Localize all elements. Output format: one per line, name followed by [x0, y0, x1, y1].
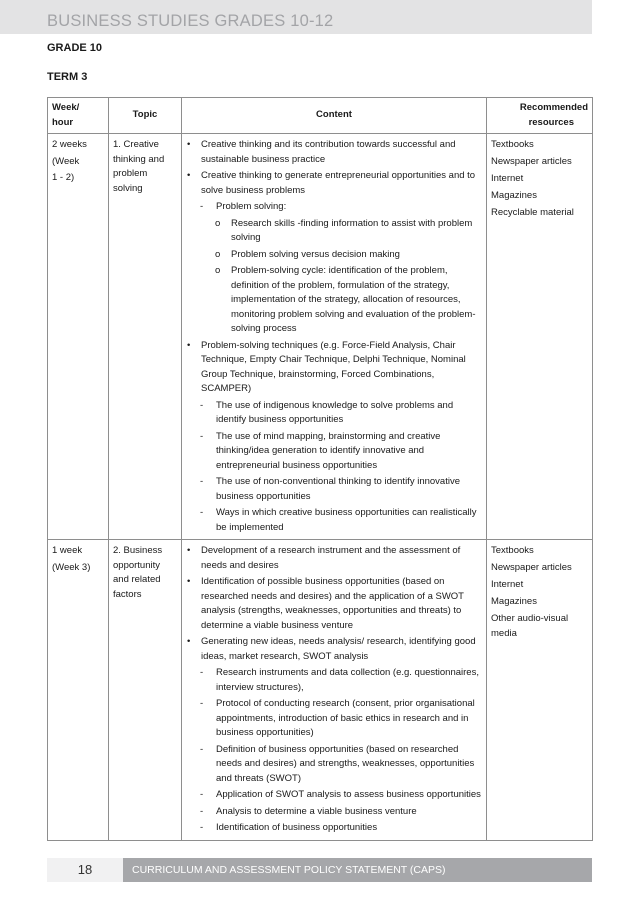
- sub-list: [186, 666, 481, 836]
- sub-sub-list-item: o Problem-solving cycle: identification of the problem, definition of the problem, formulation of the strategy, implementation of the strategy, allocation of resources, monitoring problem solving and evaluation of the problem-solving process: [186, 264, 481, 337]
- resource-item: Newspaper articles: [491, 156, 572, 167]
- sub-list-item: - The use of indigenous knowledge to solve problems and identify business opportunities: [186, 399, 481, 428]
- sub-list-item: - Analysis to determine a viable business venture: [186, 805, 481, 820]
- content-list: [186, 544, 481, 836]
- sub-list-item-text: Problem solving:: [216, 201, 287, 212]
- list-item: [186, 635, 481, 836]
- resource-item: Recyclable material: [491, 207, 574, 218]
- column-header-topic: Topic: [109, 98, 182, 134]
- term-heading: TERM 3: [47, 71, 88, 83]
- list-item: [186, 169, 481, 337]
- sub-list: [186, 399, 481, 536]
- content-cell: [182, 540, 487, 841]
- resource-item: Internet: [491, 173, 524, 184]
- week-text: (Week 3): [52, 561, 91, 573]
- week-header-line2: hour: [52, 116, 74, 128]
- sub-sub-list-item: o Problem solving versus decision making: [186, 248, 481, 263]
- resource-item: Magazines: [491, 190, 537, 201]
- list-item-text: Creative thinking to generate entrepreneurial opportunities and to solve business problems: [201, 170, 476, 196]
- page-number: 18: [47, 858, 123, 882]
- sub-list-item: - The use of non-conventional thinking to identify innovative business opportunities: [186, 475, 481, 504]
- footer-bar: [47, 858, 592, 882]
- list-item-text: Problem-solving techniques (e.g. Force-Field Analysis, Chair Technique, Empty Chair Technique, Delphi Technique, Nominal Group Technique, brainstorming, Forced Combinations, SCAMPER): [201, 339, 466, 394]
- sub-list-item: - Definition of business opportunities (based on researched needs and desires) and strengths, weaknesses, opportunities and threats (SWOT): [186, 743, 481, 787]
- content-cell: [182, 134, 487, 540]
- list-item-text: Generating new ideas, needs analysis/ research, identifying good ideas, market research, SWOT analysis: [201, 636, 476, 662]
- sub-sub-list: [186, 217, 481, 337]
- week-cell: [48, 540, 109, 841]
- table-row: [48, 540, 593, 841]
- column-header-resources: [487, 98, 593, 134]
- resources-cell: [487, 540, 593, 841]
- resource-item: Other audio-visual media: [491, 613, 569, 639]
- resource-item: Newspaper articles: [491, 562, 572, 573]
- column-header-week: [48, 98, 109, 134]
- resource-item: Internet: [491, 579, 524, 590]
- resources-header-line1: Recommended: [519, 102, 588, 113]
- sub-list-item: - Ways in which creative business opportunities can realistically be implemented: [186, 506, 481, 535]
- footer-text: CURRICULUM AND ASSESSMENT POLICY STATEMENT (CAPS): [132, 864, 446, 876]
- resource-item: Magazines: [491, 596, 537, 607]
- week-text: 1 week: [52, 545, 83, 556]
- table-row: [48, 134, 593, 540]
- list-item: • Development of a research instrument and the assessment of needs and desires: [186, 544, 481, 573]
- week-text: 1 - 2): [52, 172, 75, 183]
- curriculum-table: [47, 97, 593, 841]
- sub-list: [186, 200, 481, 337]
- list-item: • Identification of possible business opportunities (based on researched needs and desires) and the application of a SWOT analysis (strengths, weaknesses, opportunities and threats) to determine a viable business venture: [186, 575, 481, 633]
- sub-list-item: - Protocol of conducting research (consent, prior organisational appointments, introduction of basic ethics in research and in business opportunities): [186, 697, 481, 741]
- sub-list-item: [186, 200, 481, 337]
- sub-list-item: - Identification of business opportunities: [186, 821, 481, 836]
- resource-item: Textbooks: [491, 545, 534, 556]
- content-list: [186, 138, 481, 535]
- sub-list-item: - Application of SWOT analysis to assess business opportunities: [186, 788, 481, 803]
- list-item: • Creative thinking and its contribution towards successful and sustainable business practice: [186, 138, 481, 167]
- sub-sub-list-item: o Research skills -finding information to assist with problem solving: [186, 217, 481, 246]
- list-item: [186, 339, 481, 536]
- week-cell: [48, 134, 109, 540]
- week-text: 2 weeks: [52, 139, 87, 150]
- grade-heading: GRADE 10: [47, 42, 103, 54]
- sub-list-item: - The use of mind mapping, brainstorming and creative thinking/idea generation to identify innovative and entrepreneurial business opportunities: [186, 430, 481, 474]
- topic-cell: 1. Creative thinking and problem solving: [109, 134, 182, 540]
- column-header-content: Content: [182, 98, 487, 134]
- resource-item: Textbooks: [491, 139, 534, 150]
- resources-cell: [487, 134, 593, 540]
- week-text: (Week: [52, 155, 80, 167]
- topic-cell: 2. Business opportunity and related factors: [109, 540, 182, 841]
- table-header-row: [48, 98, 593, 134]
- week-header-line1: Week/: [52, 102, 80, 113]
- resources-header-line2: resources: [528, 116, 574, 128]
- sub-list-item: - Research instruments and data collection (e.g. questionnaires, interview structures),: [186, 666, 481, 695]
- document-title: BUSINESS STUDIES GRADES 10-12: [47, 12, 334, 30]
